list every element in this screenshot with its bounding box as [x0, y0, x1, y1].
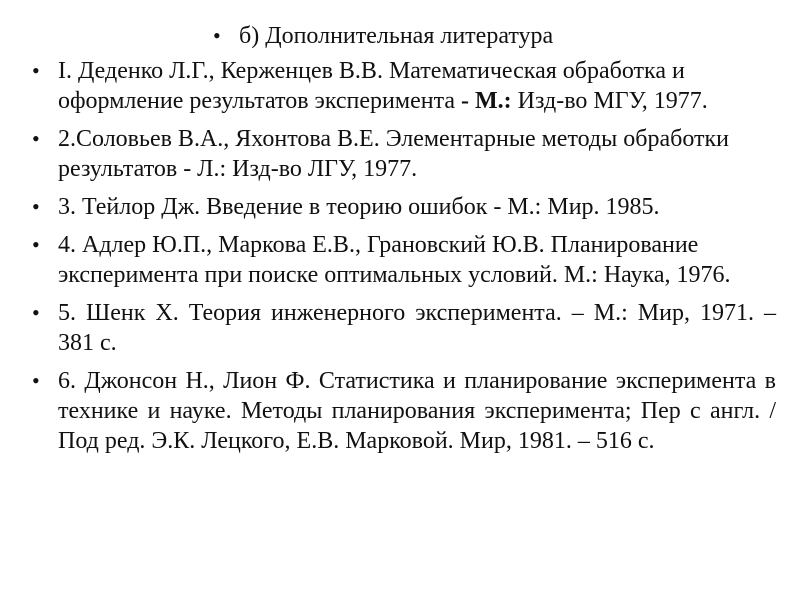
- reference-item-3: [32, 192, 776, 222]
- bullet-icon: •: [32, 126, 40, 151]
- bullet-icon: •: [213, 23, 221, 48]
- reference-list: [32, 56, 776, 464]
- reference-text: 4. Адлер Ю.П., Маркова Е.В., Грановский Ю.В. Планирование эксперимента при поиске оптимальных условий. М.: Наука, 1976.: [58, 232, 731, 288]
- reference-item-5: [32, 298, 776, 358]
- bullet-icon: •: [32, 58, 40, 83]
- reference-text: 2.Соловьев В.А., Яхонтова В.Е. Элементарные методы обработки результатов - Л.: Изд-во ЛГУ, 1977.: [58, 126, 730, 182]
- reference-publisher-city: - М.:: [461, 88, 512, 114]
- reference-item-4: [32, 230, 776, 290]
- section-heading: б) Дополнительная литература: [239, 23, 554, 49]
- bullet-icon: •: [32, 368, 40, 393]
- reference-text: I. Деденко Л.Г., Керженцев В.В. Математическая обработка и оформление результатов эксперимента: [58, 58, 685, 114]
- section-heading-row: [213, 22, 553, 50]
- reference-item-2: [32, 124, 776, 184]
- reference-item-1: [32, 56, 776, 116]
- reference-text: 6. Джонсон Н., Лион Ф. Статистика и планирование эксперимента в технике и науке. Методы планирования эксперимента; Пер с англ. /Под ред. Э.К. Лецкого, Е.В. Марковой. Мир, 1981. – 516 с.: [58, 368, 776, 454]
- reference-text-tail: Изд-во МГУ, 1977.: [511, 88, 708, 114]
- bullet-icon: •: [32, 300, 40, 325]
- bullet-icon: •: [32, 194, 40, 219]
- bullet-icon: •: [32, 232, 40, 257]
- reference-text: 5. Шенк Х. Теория инженерного эксперимента. – М.: Мир, 1971. – 381 с.: [58, 300, 776, 356]
- reference-text: 3. Тейлор Дж. Введение в теорию ошибок - М.: Мир. 1985.: [58, 194, 660, 220]
- reference-item-6: [32, 366, 776, 456]
